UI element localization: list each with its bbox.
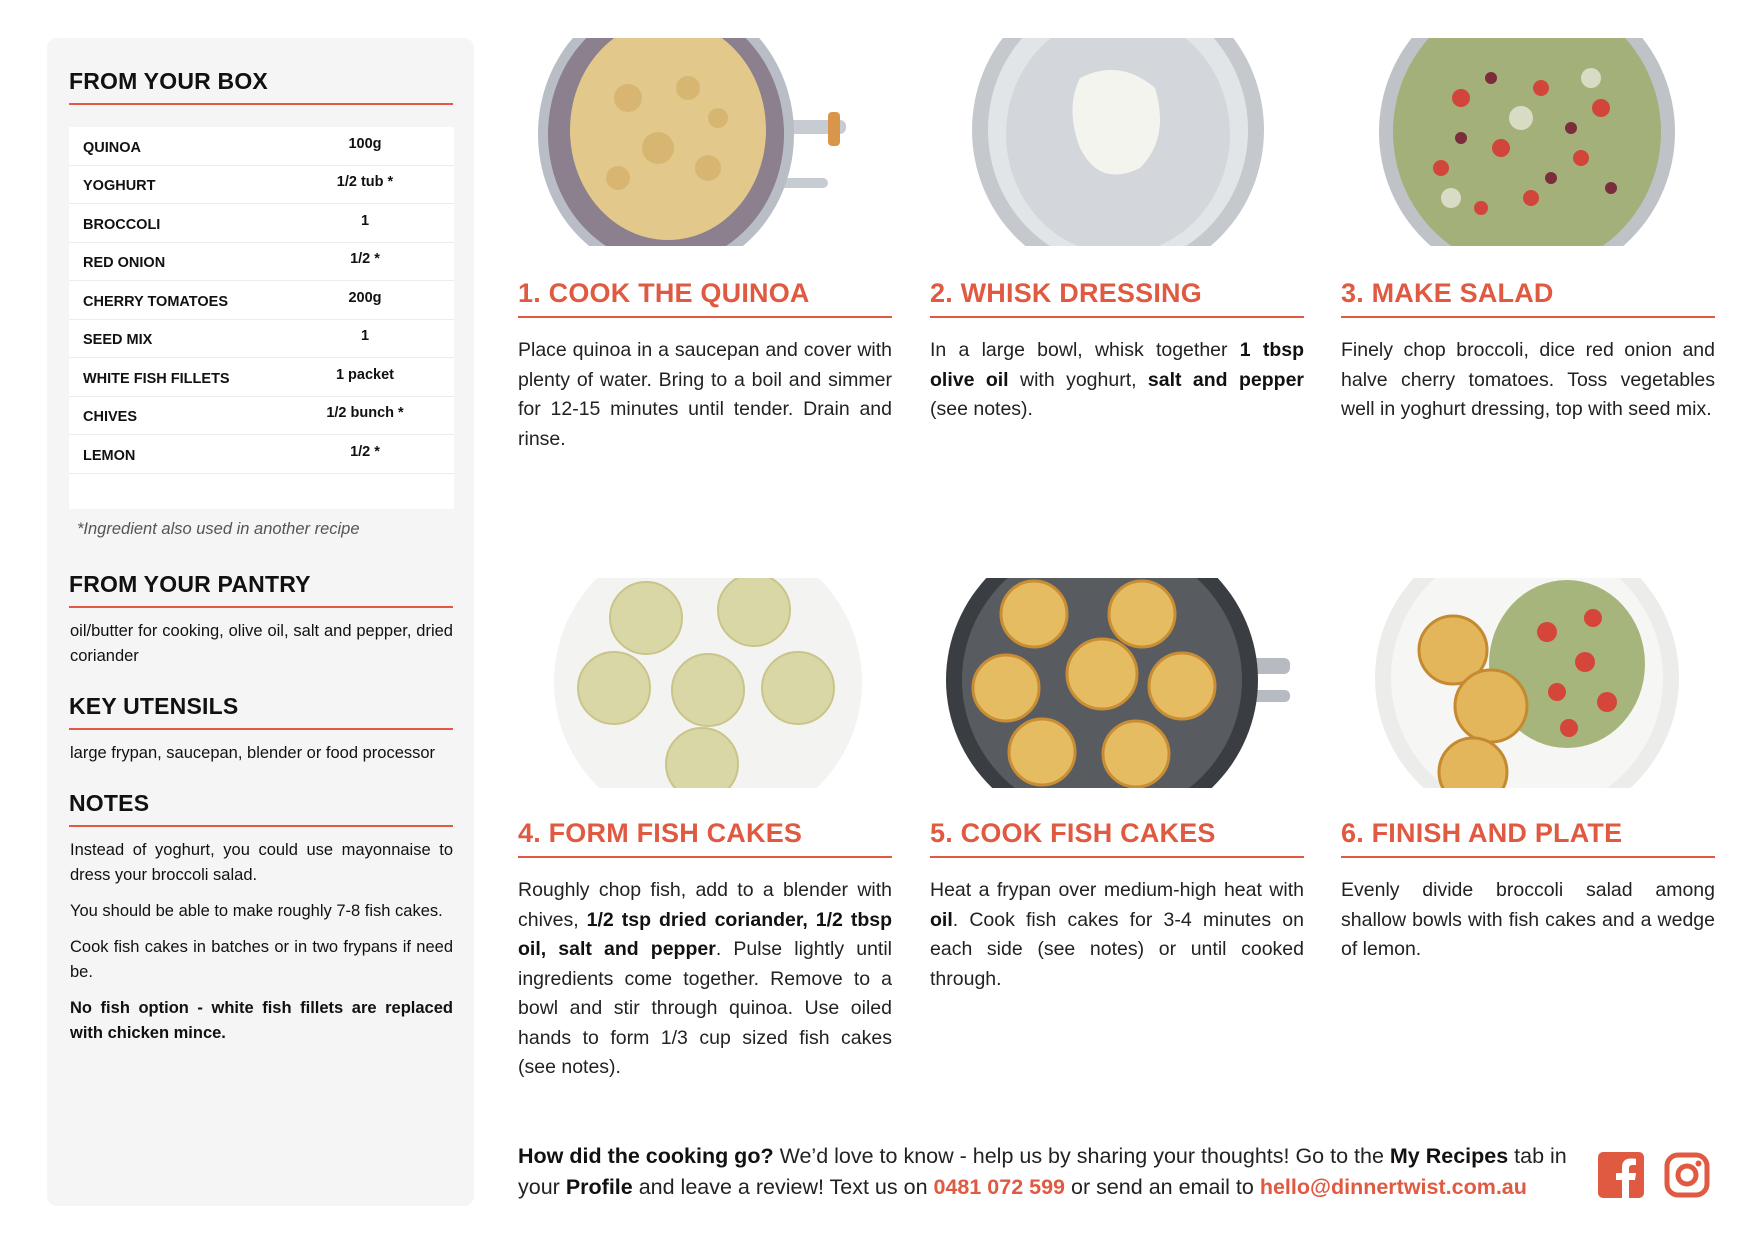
note-item: You should be able to make roughly 7-8 fish cakes. — [70, 902, 443, 920]
ingredient-row — [69, 127, 454, 166]
ingredient-name: YOGHURT — [83, 178, 156, 195]
ingredient-quantity: 1 — [360, 328, 370, 345]
salad-bowl-photo — [1341, 38, 1701, 246]
ingredient-name: CHERRY TOMATOES — [83, 293, 229, 310]
step-text-bold: 1 tbsp olive oil — [930, 339, 1304, 391]
step-text: Evenly divide broccoli salad among shallow bowls with fish cakes and a wedge of lemon. — [1341, 879, 1715, 960]
notes-list — [70, 838, 453, 1057]
step-text-bold: 1/2 tsp dried coriander, 1/2 tbsp oil, salt and pepper — [518, 908, 892, 960]
step-title: 1. COOK THE QUINOA — [518, 278, 892, 318]
note-item: Cook fish cakes in batches or in two frypans if need be. — [70, 938, 453, 981]
ingredient-quantity: 100g — [348, 135, 382, 152]
phone-link[interactable]: 0481 072 599 — [933, 1175, 1066, 1199]
note-item: Instead of yoghurt, you could use mayonnaise to dress your broccoli salad. — [70, 841, 453, 884]
feedback-text: We’d love to know - help us by sharing your thoughts! Go to the — [773, 1144, 1390, 1168]
note-item-bold: No fish option - white fish fillets are replaced with chicken mince. — [70, 999, 453, 1042]
profile-link[interactable]: Profile — [565, 1175, 633, 1199]
ingredient-name: CHIVES — [83, 409, 137, 426]
step-body — [518, 876, 892, 1083]
ingredient-table — [69, 127, 454, 509]
dressing-bowl-photo — [930, 38, 1290, 246]
ingredient-name: WHITE FISH FILLETS — [83, 370, 230, 387]
ingredient-row — [69, 166, 454, 205]
ingredient-quantity: 1 — [360, 212, 370, 229]
step-text: Roughly chop fish, add to a blender with chives, — [518, 879, 892, 931]
step-text: (see notes). — [930, 398, 1033, 420]
step-body — [930, 336, 1304, 425]
my-recipes-link[interactable]: My Recipes — [1389, 1144, 1509, 1168]
instagram-icon[interactable] — [1664, 1152, 1710, 1198]
pantry-heading: FROM YOUR PANTRY — [69, 571, 453, 608]
step-text: with yoghurt, — [1008, 368, 1148, 391]
ingredient-name: SEED MIX — [83, 332, 153, 349]
ingredient-quantity: 1/2 bunch * — [326, 405, 404, 422]
feedback-text: and leave a review! Text us on — [632, 1175, 934, 1199]
step-title: 4. FORM FISH CAKES — [518, 818, 892, 858]
pantry-text: oil/butter for cooking, olive oil, salt and pepper, dried coriander — [70, 622, 453, 665]
ingredient-name: QUINOA — [83, 139, 141, 156]
plated-dish-photo — [1341, 578, 1701, 788]
step-text: In a large bowl, whisk together — [930, 339, 1240, 361]
step-text-bold: oil — [930, 908, 953, 931]
raw-fish-cakes-photo — [518, 578, 878, 788]
ingredient-row — [69, 358, 454, 397]
feedback-text: or send an email to — [1065, 1175, 1260, 1199]
feedback-question: How did the cooking go? — [518, 1144, 774, 1168]
ingredient-quantity: 1/2 * — [350, 443, 380, 460]
ingredient-quantity: 200g — [348, 289, 382, 306]
notes-heading: NOTES — [69, 790, 453, 827]
step-title: 6. FINISH AND PLATE — [1341, 818, 1715, 858]
ingredient-row — [69, 281, 454, 320]
step-text: Heat a frypan over medium-high heat with — [930, 879, 1304, 901]
step-body — [1341, 336, 1715, 425]
ingredient-row — [69, 435, 454, 474]
ingredient-row — [69, 243, 454, 282]
ingredient-footnote: *Ingredient also used in another recipe — [77, 520, 360, 538]
step-body — [1341, 876, 1715, 965]
step-text: . Cook fish cakes for 3-4 minutes on each side (see notes) or until cooked through. — [930, 908, 1304, 990]
frypan-fish-cakes-photo — [930, 578, 1290, 788]
ingredients-panel — [47, 38, 474, 1206]
step-text: . Pulse lightly until ingredients come together. Remove to a bowl and stir through quinoa. Use oiled hands to form 1/3 cup sized fish cakes (see notes). — [518, 938, 892, 1078]
step-text: Place quinoa in a saucepan and cover with plenty of water. Bring to a boil and simmer for 12-15 minutes until tender. Drain and rinse. — [518, 339, 892, 450]
step-title: 2. WHISK DRESSING — [930, 278, 1304, 318]
feedback-text: tab in your — [518, 1144, 1567, 1199]
step-text: Finely chop broccoli, dice red onion and halve cherry tomatoes. Toss vegetables well in yoghurt dressing, top with seed mix. — [1341, 339, 1715, 420]
email-link[interactable]: hello@dinnertwist.com.au — [1259, 1175, 1527, 1199]
ingredient-quantity: 1/2 * — [350, 251, 380, 268]
step-title: 3. MAKE SALAD — [1341, 278, 1715, 318]
utensils-text: large frypan, saucepan, blender or food processor — [70, 744, 436, 762]
step-body — [930, 876, 1304, 994]
ingredient-quantity: 1/2 tub * — [336, 174, 394, 191]
step-title: 5. COOK FISH CAKES — [930, 818, 1304, 858]
ingredient-row — [69, 397, 454, 436]
box-heading: FROM YOUR BOX — [69, 68, 453, 105]
ingredient-name: RED ONION — [83, 255, 166, 272]
step-text-bold: salt and pepper — [1147, 368, 1304, 391]
ingredient-name: LEMON — [83, 447, 136, 464]
ingredient-name: BROCCOLI — [83, 216, 161, 233]
ingredient-row — [69, 204, 454, 243]
ingredient-row — [69, 320, 454, 359]
facebook-icon[interactable] — [1598, 1152, 1644, 1198]
step-body — [518, 336, 892, 454]
ingredient-quantity: 1 packet — [335, 366, 395, 383]
quinoa-strainer-photo — [518, 38, 878, 246]
utensils-heading: KEY UTENSILS — [69, 693, 453, 730]
feedback-message — [518, 1141, 1578, 1203]
